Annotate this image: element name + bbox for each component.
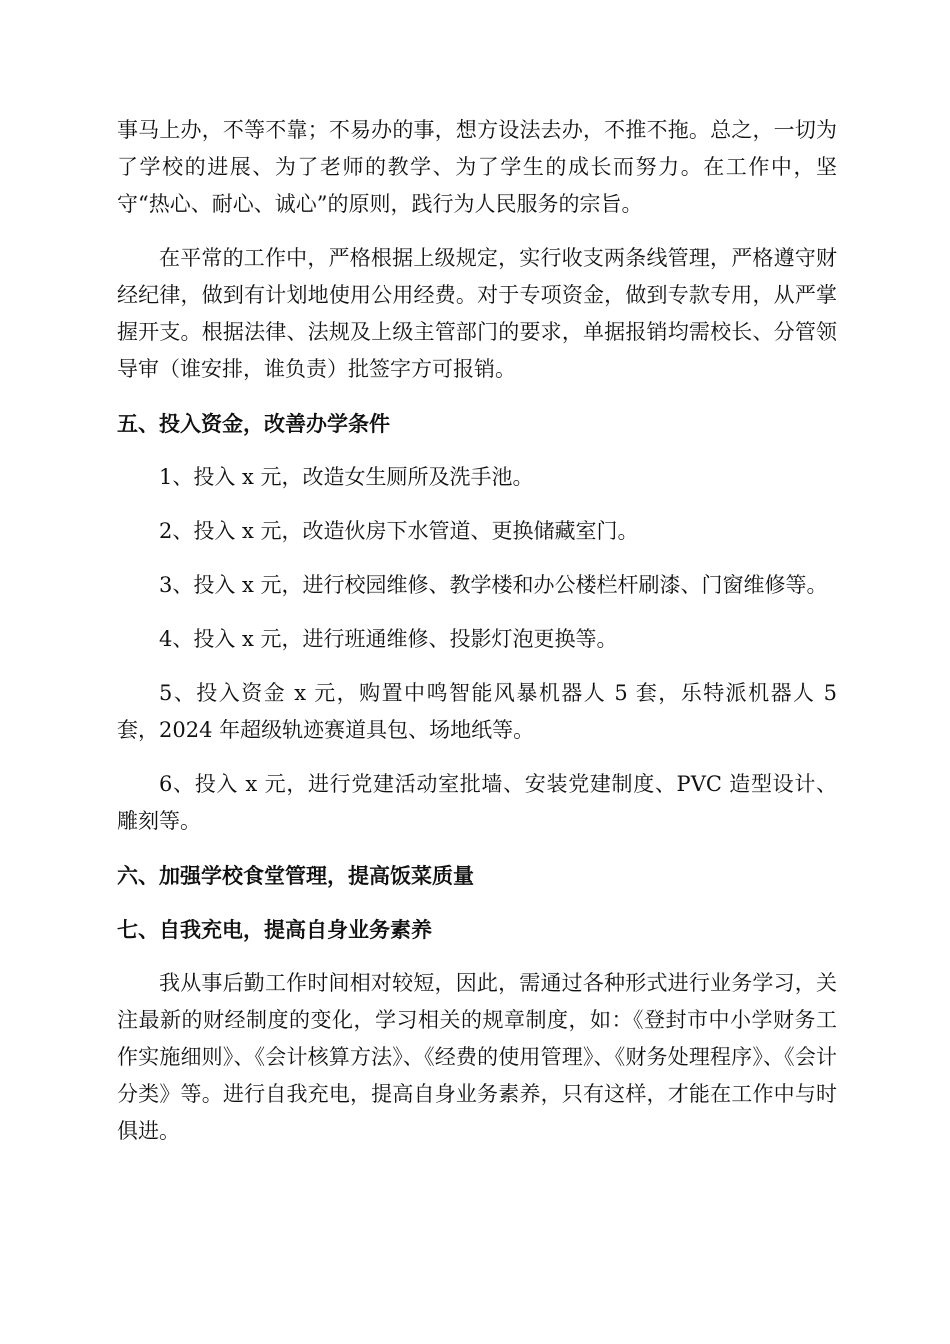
paragraph-continued: 事马上办，不等不靠；不易办的事，想方设法去办，不推不拖。总之，一切为了学校的进展、为了老师的教学、为了学生的成长而努力。在工作中，坚守“热心、耐心、诚心”的原则，践行为人民服务的宗旨。 — [117, 118, 837, 216]
section-heading-seven: 七、自我充电，提高自身业务素养 — [117, 917, 432, 942]
list-item-1: 1、投入 x 元，改造女生厕所及洗手池。 — [159, 465, 534, 489]
list-item-2: 2、投入 x 元，改造伙房下水管道、更换储藏室门。 — [159, 519, 639, 543]
paragraph-finance-management: 在平常的工作中，严格根据上级规定，实行收支两条线管理，严格遵守财经纪律，做到有计划地使用公用经费。对于专项资金，做到专款专用，从严掌握开支。根据法律、法规及上级主管部门的要求，单据报销均需校长、分管领导审（谁安排，谁负责）批签字方可报销。 — [117, 246, 837, 381]
list-item-6: 6、投入 x 元，进行党建活动室批墙、安装党建制度、PVC 造型设计、雕刻等。 — [117, 772, 837, 833]
paragraph-self-improvement: 我从事后勤工作时间相对较短，因此，需通过各种形式进行业务学习，关注最新的财经制度的变化，学习相关的规章制度，如：《登封市中小学财务工作实施细则》、《会计核算方法》、《经费的使用管理》、《财务处理程序》、《会计分类》等。进行自我充电，提高自身业务素养，只有这样，才能在工作中与时俱进。 — [117, 971, 837, 1143]
section-heading-five: 五、投入资金，改善办学条件 — [117, 411, 390, 436]
list-item-4: 4、投入 x 元，进行班通维修、投影灯泡更换等。 — [159, 627, 618, 651]
list-item-3: 3、投入 x 元，进行校园维修、教学楼和办公楼栏杆刷漆、门窗维修等。 — [159, 573, 828, 597]
document-page — [117, 112, 837, 1150]
list-item-5: 5、投入资金 x 元，购置中鸣智能风暴机器人 5 套，乐特派机器人 5 套，2024 年超级轨迹赛道具包、场地纸等。 — [117, 681, 837, 742]
section-heading-six: 六、加强学校食堂管理，提高饭菜质量 — [117, 863, 474, 888]
